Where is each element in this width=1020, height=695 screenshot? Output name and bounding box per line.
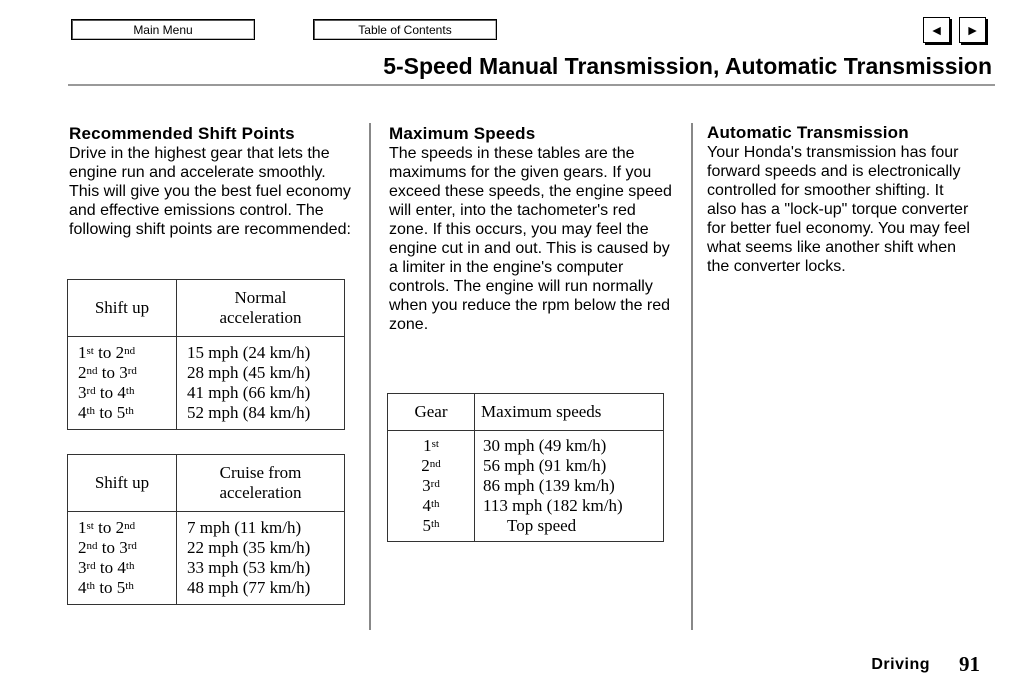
speed-column — [475, 431, 664, 542]
gear-column — [68, 512, 177, 605]
speed-value: 41 mph (66 km/h) — [187, 383, 311, 402]
column-divider — [369, 123, 371, 630]
speed-value: 15 mph (24 km/h) — [187, 343, 311, 362]
speed-value: 22 mph (35 km/h) — [187, 538, 311, 557]
normal-acceleration-table — [67, 279, 345, 430]
speed-value: 7 mph (11 km/h) — [187, 518, 302, 537]
max-speeds-section — [389, 124, 679, 334]
table-header: Maximum speeds — [475, 394, 664, 431]
speed-column — [177, 512, 345, 605]
automatic-heading: Automatic Transmission — [707, 123, 909, 142]
cruise-acceleration-table — [67, 454, 345, 605]
next-page-button[interactable] — [959, 17, 986, 43]
shift-points-body: Drive in the highest gear that lets the engine run and accelerate smoothly. This will give you the best fuel economy and effective emissions control. The following shift points are recommended: — [69, 145, 351, 238]
table-header: Shift up — [68, 280, 177, 337]
main-menu-button[interactable]: Main Menu — [71, 19, 255, 40]
max-speeds-heading: Maximum Speeds — [389, 124, 536, 143]
speed-value: 28 mph (45 km/h) — [187, 363, 311, 382]
gear-shift-cell: 2nd to 3rd — [78, 363, 137, 382]
table-header: Cruise from acceleration — [177, 455, 345, 512]
gear-cell: 5th — [422, 516, 440, 535]
speed-value: 56 mph (91 km/h) — [483, 456, 607, 475]
speed-column — [177, 337, 345, 430]
gear-shift-cell: 4th to 5th — [78, 403, 134, 422]
speed-value: Top speed — [507, 516, 577, 535]
gear-cell: 4th — [422, 496, 440, 515]
automatic-body: Your Honda's transmission has four forward speeds and is electronically controlled for smoother shifting. It also has a "lock-up" torque converter for better fuel economy. You may feel what seems like another shift when the converter locks. — [707, 144, 970, 275]
automatic-transmission-section — [707, 123, 977, 276]
gear-shift-cell: 3rd to 4th — [78, 558, 135, 577]
page-title: 5-Speed Manual Transmission, Automatic Transmission — [383, 53, 992, 79]
gear-column — [68, 337, 177, 430]
gear-shift-cell: 3rd to 4th — [78, 383, 135, 402]
title-divider — [68, 84, 995, 86]
gear-shift-cell: 1st to 2nd — [78, 343, 136, 362]
speed-value: 30 mph (49 km/h) — [483, 436, 607, 455]
page-number: 91 — [959, 652, 980, 676]
table-header: Normal acceleration — [177, 280, 345, 337]
gear-cell: 1st — [423, 436, 439, 455]
speed-value: 33 mph (53 km/h) — [187, 558, 311, 577]
gear-cell: 2nd — [421, 456, 441, 475]
max-speeds-body: The speeds in these tables are the maximums for the given gears. If you exceed these speeds, the engine speed will enter, into the tachometer's red zone. If this occurs, you may feel the engine cut in and out. This is caused by a limiter in the engine's computer controls. The engine will run normally when you reduce the rpm below the red zone. — [389, 145, 672, 333]
gear-shift-cell: 2nd to 3rd — [78, 538, 137, 557]
arrow-left-icon: ◄ — [929, 22, 944, 38]
table-of-contents-button[interactable]: Table of Contents — [313, 19, 497, 40]
speed-value: 86 mph (139 km/h) — [483, 476, 615, 495]
maximum-speeds-table — [387, 393, 664, 542]
footer-section-label: Driving — [871, 656, 930, 673]
shift-points-section — [69, 124, 359, 239]
column-divider — [691, 123, 693, 630]
speed-value: 113 mph (182 km/h) — [483, 496, 623, 515]
arrow-right-icon: ► — [965, 22, 980, 38]
speed-value: 48 mph (77 km/h) — [187, 578, 311, 597]
gear-column — [388, 431, 475, 542]
gear-shift-cell: 4th to 5th — [78, 578, 134, 597]
table-header: Shift up — [68, 455, 177, 512]
speed-value: 52 mph (84 km/h) — [187, 403, 311, 422]
shift-points-heading: Recommended Shift Points — [69, 124, 295, 143]
previous-page-button[interactable] — [923, 17, 950, 43]
table-header: Gear — [388, 394, 475, 431]
gear-shift-cell: 1st to 2nd — [78, 518, 136, 537]
gear-cell: 3rd — [422, 476, 440, 495]
